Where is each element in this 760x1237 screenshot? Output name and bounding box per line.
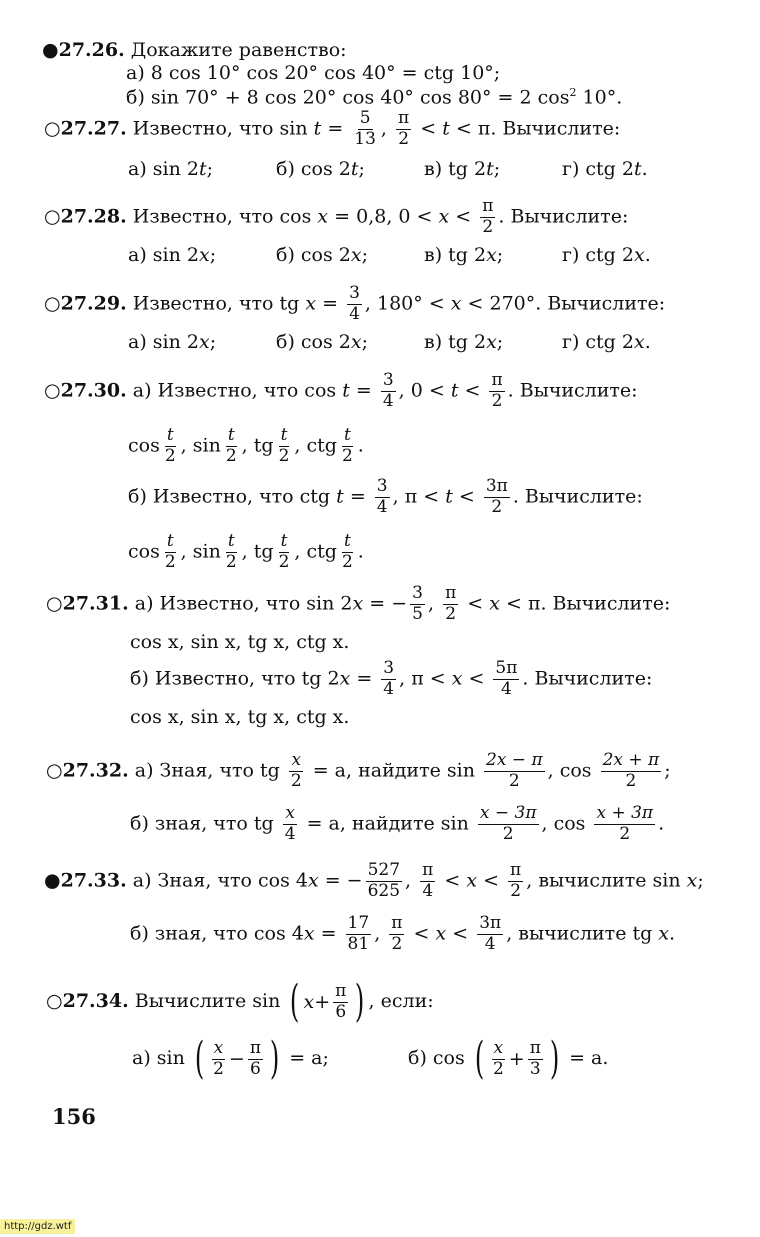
variable: x <box>350 244 362 266</box>
fraction <box>346 915 372 954</box>
problem-mark: ○ <box>46 592 63 615</box>
numerator: π <box>445 583 457 603</box>
denominator: 2 <box>225 551 237 572</box>
denominator: 2 <box>491 496 503 517</box>
problem-mark: ○ <box>44 292 61 315</box>
fraction <box>480 198 495 237</box>
denominator: 2 <box>482 216 494 237</box>
numerator: π <box>398 108 410 128</box>
subitem: а) sin 2t; <box>128 158 214 180</box>
denominator: 4 <box>349 303 360 324</box>
item-text: < π. Вычислите: <box>449 117 621 140</box>
item-text: < <box>462 667 491 690</box>
item-text: cos <box>128 434 160 457</box>
subitem: г) ctg 2t. <box>562 158 648 180</box>
problem-number: 27.28. <box>60 205 127 228</box>
problem-27-33-b: б) зная, что cos 4x = $\frac{17}{81}$ , $\frac{\pi}{2}$ < x < $\frac{3\pi}{4}$ , вычислите tg x. <box>130 913 676 954</box>
problem-number: 27.33. <box>60 869 127 892</box>
item-text: tg <box>253 540 274 563</box>
numerator: 5π <box>495 658 518 678</box>
problem-title: Докажите равенство: <box>130 39 347 61</box>
item-text: = <box>350 667 379 690</box>
fraction <box>277 533 292 572</box>
variable: t <box>336 485 344 508</box>
item-text: б) зная, что cos 4 <box>130 922 304 945</box>
problem-27-32-a <box>46 752 671 791</box>
variable: x <box>486 244 497 266</box>
fraction <box>224 427 239 466</box>
numerator: t <box>343 531 351 551</box>
problem-number: 27.29. <box>60 292 127 315</box>
parenthesized-expression <box>191 1033 283 1084</box>
numerator: 2x − π <box>486 750 543 770</box>
item-text: < 270°. Вычислите: <box>461 292 666 315</box>
variable: x <box>658 922 670 945</box>
item-text: < <box>407 922 436 945</box>
subitem: в) tg 2t; <box>424 158 501 180</box>
fraction <box>340 533 355 572</box>
variable: x <box>317 205 329 228</box>
numerator: x <box>285 803 295 823</box>
item-text: а) sin 2 <box>128 331 199 353</box>
variable: x <box>198 331 210 353</box>
subitem: а) sin 2x; <box>128 331 217 353</box>
denominator: 4 <box>376 496 388 517</box>
problem-mark: ○ <box>46 990 63 1012</box>
numerator: 3 <box>376 476 388 496</box>
problem-27-31-b <box>130 660 652 699</box>
problem-number: 27.26. <box>58 39 125 61</box>
numerator: x <box>493 1037 504 1058</box>
item-text: tg <box>253 434 274 457</box>
item-text: = <box>314 922 343 945</box>
denominator: 4 <box>501 678 512 699</box>
numerator: t <box>227 531 235 551</box>
numerator: π <box>482 196 494 216</box>
numerator: x − 3π <box>479 803 537 823</box>
item-text: . Вычислите: <box>512 485 643 508</box>
problem-27-26-header <box>42 41 347 60</box>
item-text: < <box>477 869 506 892</box>
problem-27-30-a-list: cos $\frac{t}{2}$ , sin $\frac{t}{2}$ , tg $\frac{t}{2}$ , ctg $\frac{t}{2}$ . <box>128 425 364 466</box>
variable: x <box>438 205 450 228</box>
numerator: 3 <box>349 283 360 303</box>
numerator: x + 3π <box>596 803 654 823</box>
problem-mark: ○ <box>44 379 61 402</box>
item-text: = − <box>318 869 363 892</box>
numerator: 527 <box>367 860 401 880</box>
left-paren: ( <box>290 976 300 1027</box>
denominator: 2 <box>398 128 410 149</box>
numerator: π <box>510 860 522 880</box>
item-text: б) cos 2 <box>276 331 351 353</box>
variable: t <box>450 379 459 402</box>
numerator: t <box>280 425 288 445</box>
right-paren: ) <box>355 976 365 1027</box>
numerator: t <box>166 425 174 445</box>
fraction <box>224 533 239 572</box>
numerator: t <box>343 425 351 445</box>
item-text: cos <box>128 540 160 563</box>
variable: x <box>352 592 364 615</box>
item-text: 10°. <box>576 86 623 109</box>
item-text: Известно, что cos <box>132 205 318 228</box>
subitem: а) sin 2x; <box>128 244 217 266</box>
item-text: г) ctg 2 <box>562 244 634 266</box>
item-text: = 0,8, 0 < <box>328 205 439 228</box>
item-text: б) зная, что tg <box>130 812 280 835</box>
item-text: < <box>414 117 443 140</box>
page-number: 156 <box>52 1104 96 1129</box>
denominator: 2 <box>164 445 176 466</box>
problem-number: 27.34. <box>62 990 129 1012</box>
numerator: 2x + π <box>602 750 660 770</box>
denominator: 2 <box>225 445 237 466</box>
item-text: в) tg 2 <box>424 158 487 180</box>
problem-27-30-b-list: cos $\frac{t}{2}$ , sin $\frac{t}{2}$ , tg $\frac{t}{2}$ , ctg $\frac{t}{2}$ . <box>128 531 364 572</box>
denominator: 2 <box>278 445 290 466</box>
variable: x <box>305 292 317 315</box>
denominator: 6 <box>335 1001 347 1022</box>
denominator: 81 <box>347 933 370 954</box>
item-text: . <box>669 922 676 945</box>
problem-27-27-header: ○27.27. Известно, что sin t = $\frac{5}{13}$ , $\frac{\pi}{2}$ < t < π. Вычислите: <box>44 108 621 149</box>
numerator: t <box>166 531 174 551</box>
item-text: ; <box>697 869 704 892</box>
subitem: б) cos 2t; <box>276 158 365 180</box>
item-text: + <box>314 990 331 1013</box>
variable: x <box>198 244 210 266</box>
item-text: а) sin 2 <box>128 244 199 266</box>
right-paren: ) <box>269 1033 280 1084</box>
item-text: в) tg 2 <box>424 244 487 266</box>
denominator: 2 <box>625 770 637 791</box>
subitem: б) cos 2x; <box>276 244 368 266</box>
item-text: , π < <box>392 485 446 508</box>
problem-mark: ● <box>44 869 61 892</box>
fraction <box>375 478 390 517</box>
denominator: 3 <box>529 1058 541 1079</box>
fraction <box>528 1037 543 1079</box>
denominator: 2 <box>492 1058 504 1079</box>
numerator: x <box>291 750 302 770</box>
fraction <box>289 752 304 791</box>
problem-mark: ○ <box>44 117 61 140</box>
fraction <box>333 980 348 1022</box>
denominator: 2 <box>445 603 457 624</box>
item-text: = a, найдите sin <box>306 759 481 782</box>
fraction <box>396 110 411 149</box>
variable: t <box>486 158 494 180</box>
item-text: б) cos 2 <box>276 244 351 266</box>
problem-27-26-a <box>126 64 500 83</box>
denominator: 2 <box>619 823 631 844</box>
item-text: б) cos 2 <box>276 158 351 180</box>
problem-27-34-header <box>46 976 434 1027</box>
item-text: , 180° < <box>364 292 451 315</box>
subitem: в) tg 2x; <box>424 331 504 353</box>
item-text: < <box>446 922 475 945</box>
variable: x <box>303 922 315 945</box>
variable: t <box>445 485 453 508</box>
fraction <box>477 915 503 954</box>
item-text: . <box>658 812 665 835</box>
fraction <box>478 805 539 844</box>
item-text: , cos <box>547 759 598 782</box>
subitem: в) tg 2x; <box>424 244 504 266</box>
problem-27-31-a-list <box>130 633 349 652</box>
denominator: 13 <box>354 128 376 149</box>
numerator: 5 <box>359 108 371 128</box>
problem-27-28-header <box>44 198 628 237</box>
fraction <box>410 585 425 624</box>
fraction <box>248 1037 263 1079</box>
numerator: 17 <box>347 913 370 933</box>
numerator: x <box>213 1037 224 1058</box>
problem-27-31-a: ○27.31. а) Известно, что sin 2x = − $\frac{3}{5}$ , $\frac{\pi}{2}$ < x < π. Вычислите: <box>46 583 671 624</box>
variable: t <box>633 158 642 180</box>
item-text: ctg <box>306 434 337 457</box>
numerator: π <box>249 1037 261 1058</box>
variable: t <box>342 379 350 402</box>
subitem: б) cos 2x; <box>276 331 368 353</box>
item-text: cos x, sin x, tg x, ctg x. <box>130 631 350 653</box>
numerator: π <box>391 913 403 933</box>
fraction <box>484 478 510 517</box>
item-text: − <box>228 1047 245 1070</box>
fraction <box>489 372 504 411</box>
numerator: t <box>227 425 235 445</box>
right-paren: ) <box>549 1033 560 1084</box>
denominator: 2 <box>510 880 522 901</box>
fraction <box>594 805 655 844</box>
parenthesized-expression <box>286 976 368 1027</box>
item-text: а) Известно, что cos <box>132 379 343 402</box>
item-text: а) Зная, что tg <box>134 759 286 782</box>
fraction <box>347 285 362 324</box>
superscript: 2 <box>569 86 577 99</box>
variable: t <box>198 158 207 180</box>
denominator: 4 <box>383 678 395 699</box>
numerator: t <box>280 531 288 551</box>
item-text: , π < <box>399 667 452 690</box>
item-text: в) tg 2 <box>424 331 487 353</box>
denominator: 2 <box>508 770 520 791</box>
item-text: + <box>508 1047 525 1070</box>
variable: x <box>339 667 351 690</box>
item-text: < <box>438 869 467 892</box>
denominator: 2 <box>290 770 302 791</box>
variable: t <box>442 117 450 140</box>
variable: x <box>451 667 463 690</box>
fraction <box>277 427 292 466</box>
denominator: 5 <box>412 603 423 624</box>
fraction <box>484 752 545 791</box>
problem-mark: ○ <box>46 759 63 782</box>
item-text: . Вычислите: <box>507 379 638 402</box>
problem-27-26-b <box>126 87 622 107</box>
item-text: а) Известно, что sin 2 <box>134 592 353 615</box>
subitem: г) ctg 2x. <box>562 331 651 353</box>
item-text: ; <box>664 759 671 782</box>
numerator: 3π <box>485 476 508 496</box>
item-text: а) 8 cos 10° cos 20° cos 40° = ctg 10°; <box>126 62 501 84</box>
denominator: 2 <box>278 551 290 572</box>
denominator: 625 <box>367 880 401 901</box>
denominator: 4 <box>382 390 394 411</box>
fraction <box>601 752 662 791</box>
problem-27-34-a <box>132 1033 329 1084</box>
item-text: г) ctg 2 <box>562 331 634 353</box>
numerator: π <box>335 980 347 1001</box>
variable: t <box>313 117 322 140</box>
denominator: 2 <box>341 445 353 466</box>
subitem: г) ctg 2x. <box>562 244 651 266</box>
item-text: б) cos <box>408 1047 471 1069</box>
item-text: cos x, sin x, tg x, ctg x. <box>130 706 350 728</box>
site-watermark-link[interactable]: http://gdz.wtf <box>0 1219 75 1234</box>
item-text: = a. <box>563 1047 609 1069</box>
fraction <box>389 915 404 954</box>
denominator: 2 <box>502 823 514 844</box>
fraction <box>443 585 458 624</box>
fraction <box>508 862 523 901</box>
fraction <box>211 1037 226 1079</box>
variable: x <box>466 869 478 892</box>
variable: x <box>489 592 500 615</box>
item-text: < <box>452 485 481 508</box>
numerator: π <box>491 370 503 390</box>
item-text: < <box>458 379 487 402</box>
fraction <box>163 427 178 466</box>
item-text: , вычислите sin <box>526 869 687 892</box>
variable: x <box>486 331 497 353</box>
item-text: , если: <box>368 990 434 1012</box>
item-text: а) sin 2 <box>128 158 199 180</box>
numerator: π <box>529 1037 541 1058</box>
numerator: 3π <box>479 913 502 933</box>
left-paren: ( <box>474 1033 485 1084</box>
fraction <box>493 660 519 699</box>
item-text: = a; <box>283 1047 329 1069</box>
variable: x <box>450 292 462 315</box>
denominator: 2 <box>213 1058 224 1079</box>
item-text: = a, найдите sin <box>300 812 475 835</box>
item-text: sin <box>192 540 221 563</box>
denominator: 6 <box>249 1058 261 1079</box>
variable: x <box>307 869 319 892</box>
parenthesized-expression <box>471 1033 563 1084</box>
fraction <box>283 805 298 844</box>
denominator: 4 <box>422 880 434 901</box>
item-text: , вычислите tg <box>506 922 659 945</box>
variable: x <box>633 244 645 266</box>
item-text: < <box>449 205 478 228</box>
problem-number: 27.32. <box>62 759 129 782</box>
item-text: б) Известно, что ctg <box>128 485 337 508</box>
problem-27-32-b <box>130 805 664 844</box>
fraction <box>381 372 396 411</box>
fraction <box>352 110 378 149</box>
item-text: г) ctg 2 <box>562 158 634 180</box>
variable: x <box>686 869 698 892</box>
denominator: 2 <box>491 390 503 411</box>
problem-27-30-a <box>44 372 638 411</box>
problem-27-33-a: ●27.33. а) Зная, что cos 4x = − $\frac{527}{625}$ , $\frac{\pi}{4}$ < x < $\frac{\pi}{2}$ , вычислите sin x; <box>44 860 704 901</box>
problem-27-30-b <box>128 478 643 517</box>
item-text: sin <box>192 434 221 457</box>
denominator: 2 <box>164 551 176 572</box>
left-paren: ( <box>194 1033 205 1084</box>
variable: t <box>350 158 359 180</box>
numerator: 3 <box>383 658 395 678</box>
fraction <box>366 862 402 901</box>
item-text: Известно, что sin <box>132 117 314 140</box>
item-text: Известно, что tg <box>132 292 306 315</box>
item-text: б) sin 70° + 8 cos 20° cos 40° cos 80° = 2 cos <box>126 86 570 109</box>
fraction <box>163 533 178 572</box>
numerator: 3 <box>382 370 394 390</box>
item-text: = <box>349 379 378 402</box>
fraction <box>340 427 355 466</box>
item-text: б) Известно, что tg 2 <box>130 667 340 690</box>
item-text: ctg <box>306 540 337 563</box>
denominator: 4 <box>484 933 496 954</box>
problem-number: 27.27. <box>60 117 127 140</box>
fraction <box>381 660 396 699</box>
item-text: . Вычислите: <box>498 205 629 228</box>
item-text: = <box>316 292 345 315</box>
problem-27-31-b-list <box>130 708 349 727</box>
item-text: < <box>461 592 490 615</box>
item-text: < π. Вычислите: <box>499 592 671 615</box>
problem-mark: ○ <box>44 205 61 228</box>
problem-27-29-header <box>44 285 665 324</box>
problem-number: 27.31. <box>62 592 129 615</box>
variable: x <box>303 990 315 1013</box>
item-text: а) sin <box>132 1047 191 1069</box>
problem-mark: ● <box>42 39 59 61</box>
item-text: = <box>343 485 372 508</box>
item-text: Вычислите sin <box>134 990 287 1012</box>
problem-27-34-b <box>408 1033 609 1084</box>
item-text: = <box>321 117 350 140</box>
variable: x <box>350 331 362 353</box>
variable: x <box>435 922 447 945</box>
fraction <box>491 1037 506 1079</box>
item-text: , 0 < <box>398 379 451 402</box>
variable: x <box>633 331 645 353</box>
fraction <box>420 862 435 901</box>
item-text: , cos <box>541 812 592 835</box>
item-text: . Вычислите: <box>522 667 653 690</box>
numerator: π <box>422 860 434 880</box>
problem-number: 27.30. <box>60 379 127 402</box>
denominator: 2 <box>391 933 403 954</box>
denominator: 4 <box>284 823 296 844</box>
numerator: 3 <box>412 583 423 603</box>
item-text: а) Зная, что cos 4 <box>132 869 308 892</box>
denominator: 2 <box>341 551 353 572</box>
item-text: = − <box>363 592 408 615</box>
